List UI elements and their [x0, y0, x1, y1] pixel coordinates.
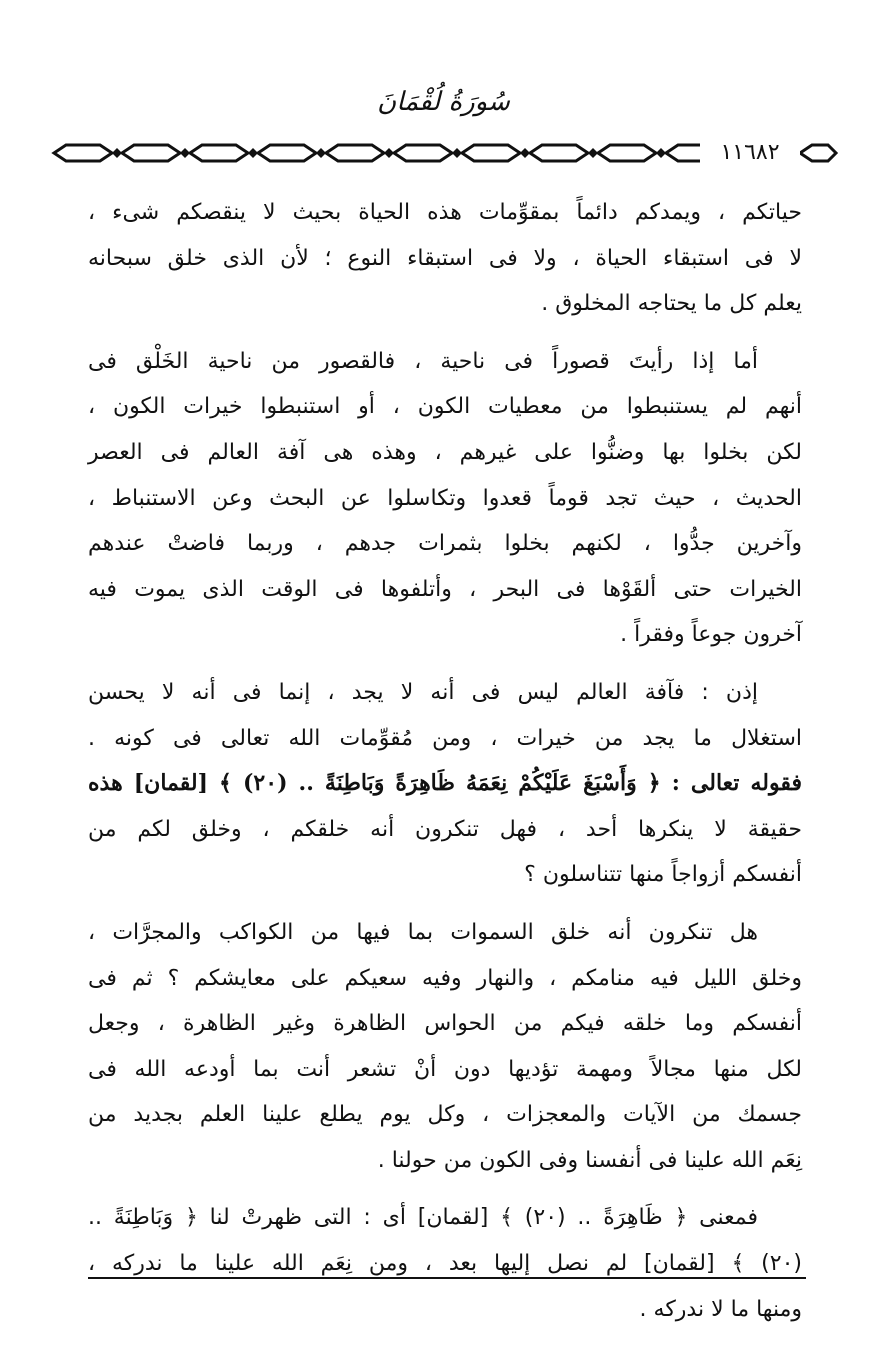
text-line: حقيقة لا ينكرها أحد ، فهل تنكرون أنه خلقكم ، وخلق لكم من [88, 816, 802, 842]
text-line: هل تنكرون أنه خلق السموات بما فيها من الكواكب والمجرَّات ، [88, 919, 758, 945]
body-text [88, 190, 802, 1344]
surah-title: سُورَةُ لُقْمَانَ [377, 87, 510, 117]
text-line: لكن بخلوا بها وضنُّوا على غيرهم ، وهذه هى آفة العالم فى العصر [88, 439, 802, 465]
text-line: لا فى استبقاء الحياة ، ولا فى استبقاء النوع ؛ لأن الذى خلق سبحانه [88, 245, 802, 271]
text-line: لكل منها مجالاً ومهمة تؤديها دون أنْ تشعر أنت بما أودعه الله فى [88, 1056, 802, 1082]
text-line: أنهم لم يستنبطوا من معطيات الكون ، أو استنبطوا خيرات الكون ، [88, 394, 802, 420]
text-line: نِعَم الله علينا فى أنفسنا وفى الكون من حولنا . [377, 1147, 802, 1173]
text-line: أنفسكم أزواجاً منها تتناسلون ؟ [524, 862, 802, 888]
text-line: استغلال ما يجد من خيرات ، ومن مُقوِّمات الله تعالى فى كونه . [88, 725, 802, 751]
text-line: وآخرين جدُّوا ، لكنهم بخلوا بثمرات جدهم ، وربما فاضتْ عندهم [88, 531, 802, 557]
text-line: (٢٠) ﴾ [لقمان] لم نصل إليها بعد ، ومن نِعَم الله علينا ما ندركه ، [88, 1251, 802, 1277]
paragraph [88, 1195, 802, 1332]
text-line: ومنها ما لا ندركه . [639, 1296, 802, 1322]
text-line: إذن : فآفة العالم ليس فى أنه لا يجد ، إنما فى أنه لا يحسن [88, 679, 758, 705]
text-line: الحديث ، حيث تجد قوماً قعدوا وتكاسلوا عن البحث وعن الاستنباط ، [88, 485, 802, 511]
paragraph [88, 910, 802, 1184]
header-ornament-band [48, 138, 838, 168]
text-line: آخرون جوعاً وفقراً . [620, 622, 802, 648]
footer-rule [88, 1277, 806, 1279]
page-number: ١١٦٨٢ [700, 139, 800, 167]
verse-line: فقوله تعالى : ﴿ وَأَسْبَغَ عَلَيْكُمْ نِعَمَهُ ظَاهِرَةً وَبَاطِنَةً .. (٢٠) ﴾ [لقمان] هذه [88, 770, 802, 797]
paragraph [88, 339, 802, 658]
paragraph [88, 190, 802, 327]
text-line: أما إذا رأيتَ قصوراً فى ناحية ، فالقصور من ناحية الخَلْق فى [88, 348, 758, 374]
text-line: حياتكم ، ويمدكم دائماً بمقوِّمات هذه الحياة بحيث لا ينقصكم شىء ، [88, 200, 802, 225]
text-line: الخيرات حتى ألقَوْها فى البحر ، وأتلفوها فى الوقت الذى يموت فيه [88, 576, 802, 602]
text-line: أنفسكم وما خلقه فيكم من الحواس الظاهرة وغير الظاهرة ، وجعل [88, 1011, 802, 1037]
text-line: وخلق الليل فيه منامكم ، والنهار وفيه سعيكم على معايشكم ؟ ثم فى [88, 965, 802, 991]
text-line: جسمك من الآيات والمعجزات ، وكل يوم يطلع علينا العلم بجديد من [88, 1102, 802, 1128]
paragraph [88, 670, 802, 898]
text-line: يعلم كل ما يحتاجه المخلوق . [541, 291, 802, 317]
verse-line: فمعنى ﴿ ظَاهِرَةً .. (٢٠) ﴾ [لقمان] أى : التى ظهرتْ لنا ﴿ وَبَاطِنَةً .. [88, 1205, 758, 1231]
